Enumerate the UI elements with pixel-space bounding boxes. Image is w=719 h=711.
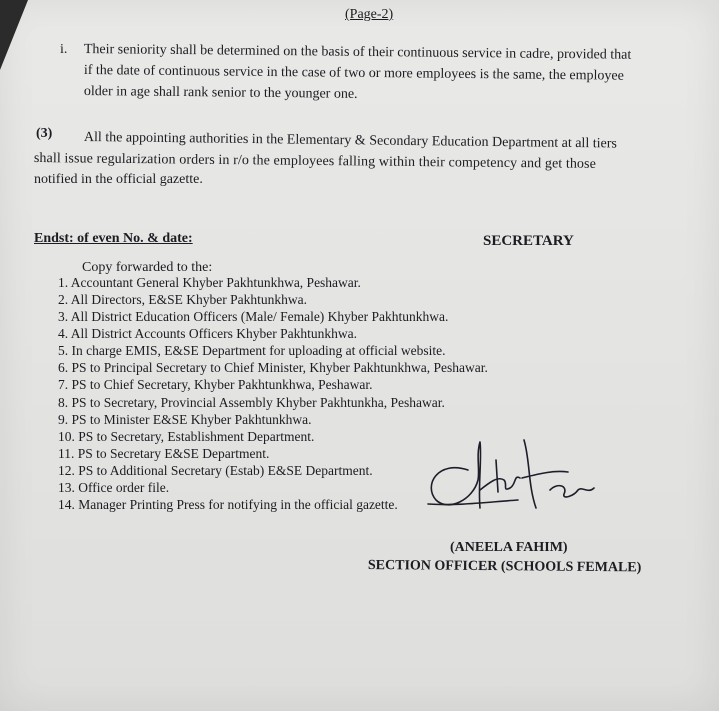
secretary-label: SECRETARY bbox=[483, 233, 574, 249]
signature-icon bbox=[418, 430, 608, 520]
list-item: 14. Manager Printing Press for notifying in the official gazette. bbox=[58, 497, 398, 512]
endst-label: Endst: of even No. & date: bbox=[34, 231, 193, 246]
point-3-line-3: notified in the official gazette. bbox=[34, 172, 203, 187]
list-item: 4. All District Accounts Officers Khyber Pakhtunkhwa. bbox=[58, 326, 357, 341]
point-3-line-2: shall issue regularization orders in r/o the employees falling within their competency and get those bbox=[33, 150, 597, 172]
dark-corner-background bbox=[0, 0, 28, 70]
copy-forwarded: Copy forwarded to the: bbox=[82, 260, 213, 275]
list-item: 3. All District Education Officers (Male/ Female) Khyber Pakhtunkhwa. bbox=[58, 309, 449, 324]
point-i-line-2: if the date of continuous service in the case of two or more employees is the same, the employee bbox=[83, 62, 624, 84]
point-3-line-1: All the appointing authorities in the Elementary & Secondary Education Department at all tiers bbox=[83, 129, 617, 152]
list-item: 5. In charge EMIS, E&SE Department for uploading at official website. bbox=[58, 343, 446, 358]
list-item: 9. PS to Minister E&SE Khyber Pakhtunkhwa. bbox=[58, 412, 312, 427]
point-3-marker: (3) bbox=[36, 126, 53, 141]
list-item: 13. Office order file. bbox=[58, 480, 170, 495]
list-item: 6. PS to Principal Secretary to Chief Minister, Khyber Pakhtunkhwa, Peshawar. bbox=[58, 360, 488, 375]
list-item: 2. All Directors, E&SE Khyber Pakhtunkhwa. bbox=[58, 292, 307, 307]
page-number: (Page-2) bbox=[345, 7, 394, 22]
list-item: 7. PS to Chief Secretary, Khyber Pakhtunkhwa, Peshawar. bbox=[58, 377, 373, 392]
list-item: 1. Accountant General Khyber Pakhtunkhwa, Peshawar. bbox=[58, 275, 361, 290]
point-i-marker: i. bbox=[60, 42, 68, 57]
list-item: 10. PS to Secretary, Establishment Department. bbox=[58, 429, 315, 444]
point-i-line-3: older in age shall rank senior to the younger one. bbox=[83, 83, 358, 102]
list-item: 11. PS to Secretary E&SE Department. bbox=[58, 446, 270, 461]
signatory-name: (ANEELA FAHIM) bbox=[450, 540, 568, 555]
list-item: 8. PS to Secretary, Provincial Assembly Khyber Pakhtunkha, Peshawar. bbox=[58, 395, 445, 410]
list-item: 12. PS to Additional Secretary (Estab) E&SE Department. bbox=[58, 463, 373, 478]
point-i-line-1: Their seniority shall be determined on the basis of their continuous service in cadre, provided that bbox=[83, 41, 632, 63]
signatory-title: SECTION OFFICER (SCHOOLS FEMALE) bbox=[367, 557, 642, 576]
